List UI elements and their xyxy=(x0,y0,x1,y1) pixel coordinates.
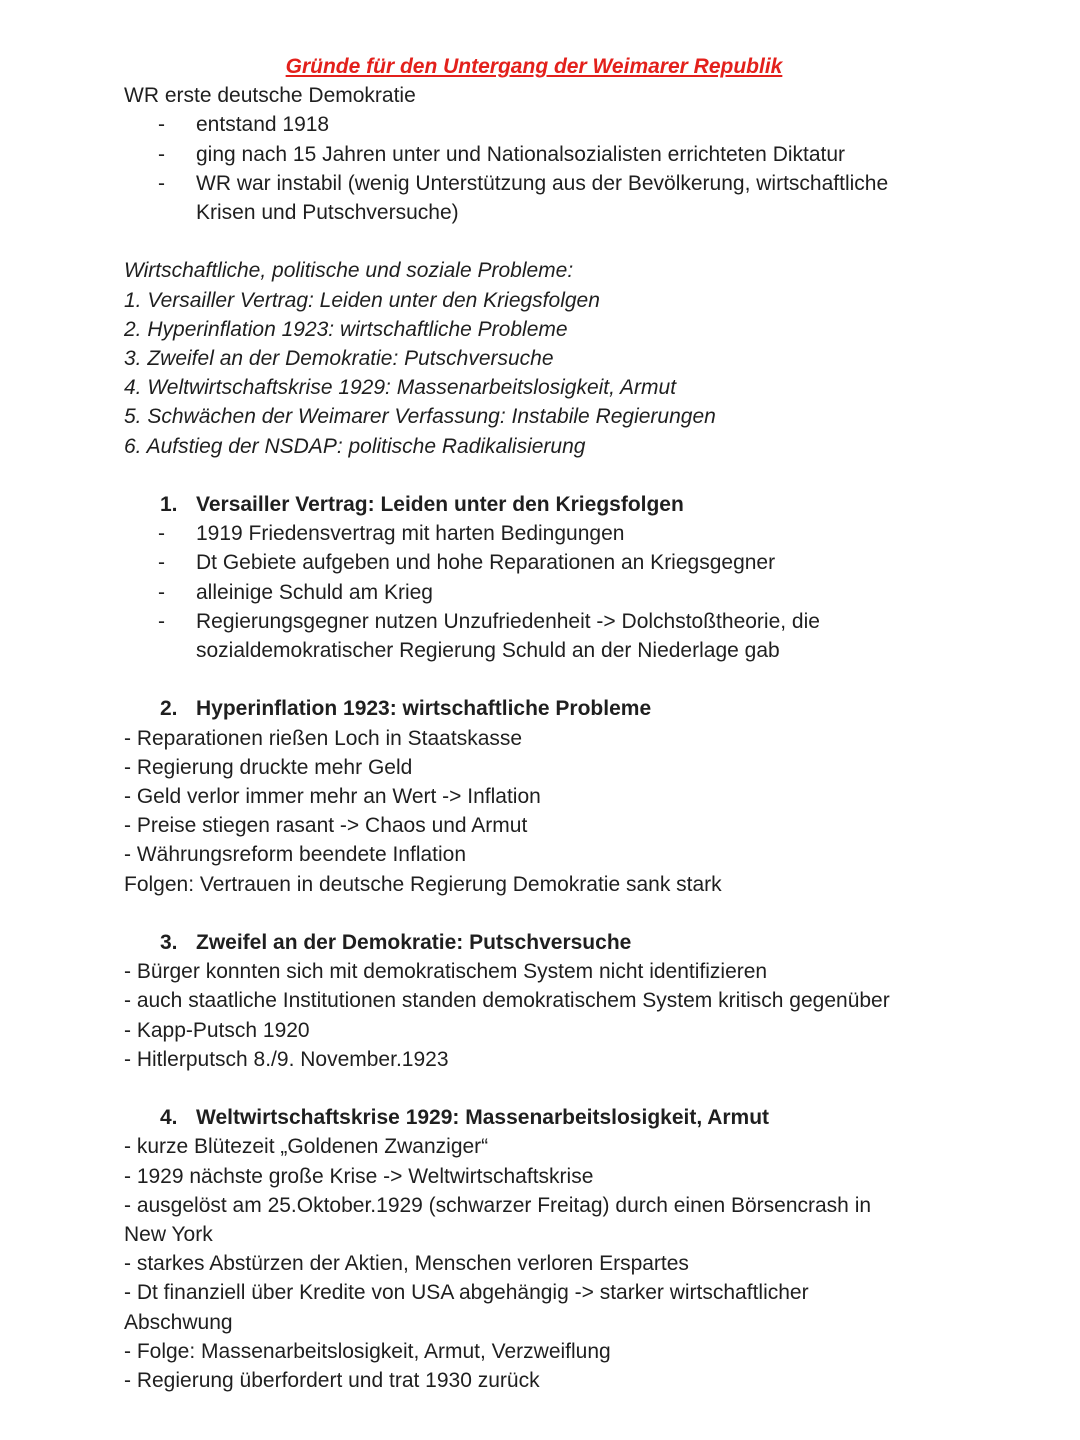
problems-item: 6. Aufstieg der NSDAP: politische Radikalisierung xyxy=(124,434,586,458)
problems-heading: Wirtschaftliche, politische und soziale Probleme: xyxy=(124,259,574,283)
spacer xyxy=(124,227,954,256)
section-4-line: - Folge: Massenarbeitslosigkeit, Armut, Verzweiflung xyxy=(124,1339,611,1363)
section-4-line: - ausgelöst am 25.Oktober.1929 (schwarzer Freitag) durch einen Börsencrash in xyxy=(124,1193,872,1217)
intro-bullet: - WR war instabil (wenig Unterstützung aus der Bevölkerung, wirtschaftliche xyxy=(158,171,889,195)
section-1-heading: 1. Versailler Vertrag: Leiden unter den Kriegsfolgen xyxy=(124,490,954,519)
section-3-heading: 3. Zweifel an der Demokratie: Putschversuche xyxy=(124,928,954,957)
document-title: Gründe für den Untergang der Weimarer Republik xyxy=(285,55,783,78)
section-1-bullet: - Regierungsgegner nutzen Unzufriedenheit -> Dolchstoßtheorie, die xyxy=(158,609,820,633)
problems-item: 4. Weltwirtschaftskrise 1929: Massenarbeitslosigkeit, Armut xyxy=(124,376,677,400)
section-number: 1. xyxy=(160,493,178,517)
section-number: 4. xyxy=(160,1106,178,1130)
intro-bullet-continuation: Krisen und Putschversuche) xyxy=(196,201,459,225)
spacer xyxy=(124,1074,954,1103)
section-2-line: - Reparationen rießen Loch in Staatskasse xyxy=(124,726,523,750)
section-2-heading: 2. Hyperinflation 1923: wirtschaftliche Probleme xyxy=(124,694,954,723)
problems-item: 5. Schwächen der Weimarer Verfassung: Instabile Regierungen xyxy=(124,405,716,429)
spacer xyxy=(124,461,954,490)
document-page xyxy=(124,52,954,1395)
problems-item: 2. Hyperinflation 1923: wirtschaftliche Probleme xyxy=(124,317,568,341)
section-1-bullet: - alleinige Schuld am Krieg xyxy=(158,580,433,604)
spacer xyxy=(124,665,954,694)
section-4-line: - kurze Blütezeit „Goldenen Zwanziger“ xyxy=(124,1135,489,1159)
intro-bullet: - ging nach 15 Jahren unter und Nationalsozialisten errichteten Diktatur xyxy=(158,142,846,166)
section-4-line: Abschwung xyxy=(124,1310,233,1334)
section-4-line: - Dt finanziell über Kredite von USA abgehängig -> starker wirtschaftlicher xyxy=(124,1281,809,1305)
section-number: 2. xyxy=(160,697,178,721)
section-4-line: - Regierung überfordert und trat 1930 zurück xyxy=(124,1369,540,1393)
section-2-line: - Regierung druckte mehr Geld xyxy=(124,755,413,779)
section-3-line: - Hitlerputsch 8./9. November.1923 xyxy=(124,1047,449,1071)
section-4-line: - 1929 nächste große Krise -> Weltwirtschaftskrise xyxy=(124,1164,594,1188)
section-4-heading: 4. Weltwirtschaftskrise 1929: Massenarbeitslosigkeit, Armut xyxy=(124,1103,954,1132)
section-2-line: - Geld verlor immer mehr an Wert -> Inflation xyxy=(124,785,541,809)
section-4-line: - starkes Abstürzen der Aktien, Menschen verloren Erspartes xyxy=(124,1252,689,1276)
section-4-line: New York xyxy=(124,1223,213,1247)
section-3-line: - auch staatliche Institutionen standen demokratischem System kritisch gegenüber xyxy=(124,989,890,1013)
intro-bullet: - entstand 1918 xyxy=(158,113,330,137)
section-3-line: - Bürger konnten sich mit demokratischem System nicht identifizieren xyxy=(124,960,768,984)
intro-heading: WR erste deutsche Demokratie xyxy=(124,84,416,108)
problems-item: 1. Versailler Vertrag: Leiden unter den Kriegsfolgen xyxy=(124,288,600,312)
spacer xyxy=(124,899,954,928)
section-3-line: - Kapp-Putsch 1920 xyxy=(124,1018,310,1042)
section-2-line: Folgen: Vertrauen in deutsche Regierung Demokratie sank stark xyxy=(124,872,722,896)
section-1-bullet: - Dt Gebiete aufgeben und hohe Reparationen an Kriegsgegner xyxy=(158,551,776,575)
section-2-line: - Währungsreform beendete Inflation xyxy=(124,843,467,867)
problems-item: 3. Zweifel an der Demokratie: Putschversuche xyxy=(124,347,554,371)
section-2-line: - Preise stiegen rasant -> Chaos und Armut xyxy=(124,814,528,838)
section-number: 3. xyxy=(160,931,178,955)
section-1-bullet-continuation: sozialdemokratischer Regierung Schuld an der Niederlage gab xyxy=(196,639,780,663)
section-1-bullet: - 1919 Friedensvertrag mit harten Bedingungen xyxy=(158,522,625,546)
